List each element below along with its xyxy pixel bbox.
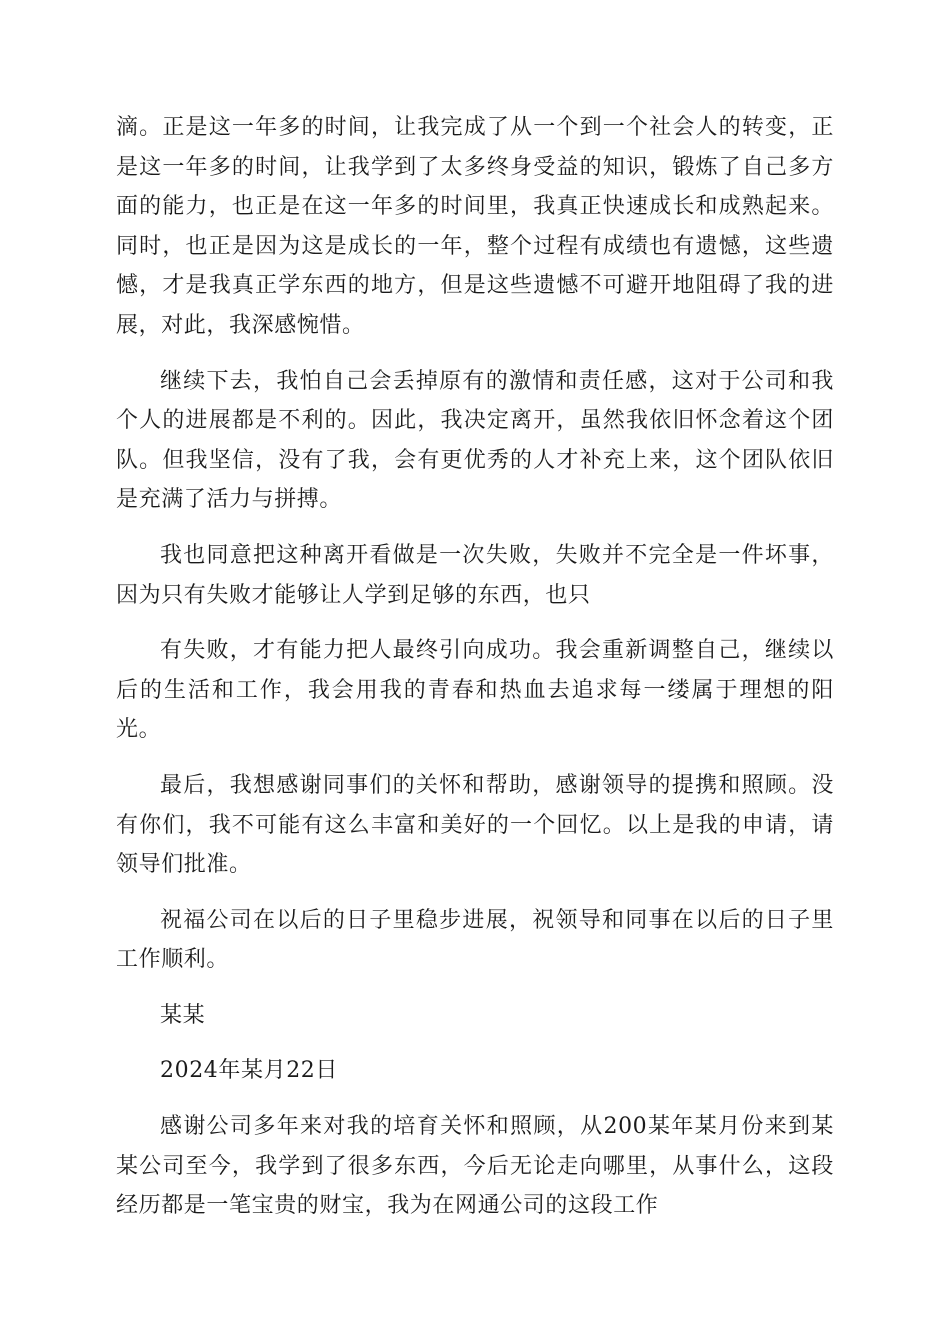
paragraph-failure-success: 有失败，才有能力把人最终引向成功。我会重新调整自己，继续以后的生活和工作，我会用我的青春和热血去追求每一缕属于理想的阳光。 [116,638,834,743]
document-body [116,108,834,1242]
paragraph-continue-reason: 继续下去，我怕自己会丢掉原有的激情和责任感，这对于公司和我个人的进展都是不利的。因此，我决定离开，虽然我依旧怀念着这个团队。但我坚信，没有了我，会有更优秀的人才补充上来，这个团队依旧是充满了活力与拼搏。 [116,368,834,513]
signature: 某某 [160,1002,206,1028]
paragraph-blessing: 祝福公司在以后的日子里稳步进展，祝领导和同事在以后的日子里工作顺利。 [116,907,834,973]
paragraph-failure-view: 我也同意把这种离开看做是一次失败，失败并不完全是一件坏事，因为只有失败才能够让人学到足够的东西，也只 [116,542,834,608]
paragraph-closing: 感谢公司多年来对我的培育关怀和照顾，从200某年某月份来到某某公司至今，我学到了很多东西，今后无论走向哪里，从事什么，这段经历都是一笔宝贵的财宝，我为在网通公司的这段工作 [116,1114,834,1219]
letter-date: 2024年某月22日 [160,1058,338,1084]
paragraph-thanks: 最后，我想感谢同事们的关怀和帮助，感谢领导的提携和照顾。没有你们，我不可能有这么丰富和美好的一个回忆。以上是我的申请，请领导们批准。 [116,772,834,878]
paragraph-continuation: 滴。正是这一年多的时间，让我完成了从一个到一个社会人的转变，正是这一年多的时间，让我学到了太多终身受益的知识，锻炼了自己多方面的能力，也正是在这一年多的时间里，我真正快速成长和成熟起来。同时，也正是因为这是成长的一年，整个过程有成绩也有遗憾，这些遗憾，才是我真正学东西的地方，但是这些遗憾不可避开地阻碍了我的进展，对此，我深感惋惜。 [116,115,834,338]
